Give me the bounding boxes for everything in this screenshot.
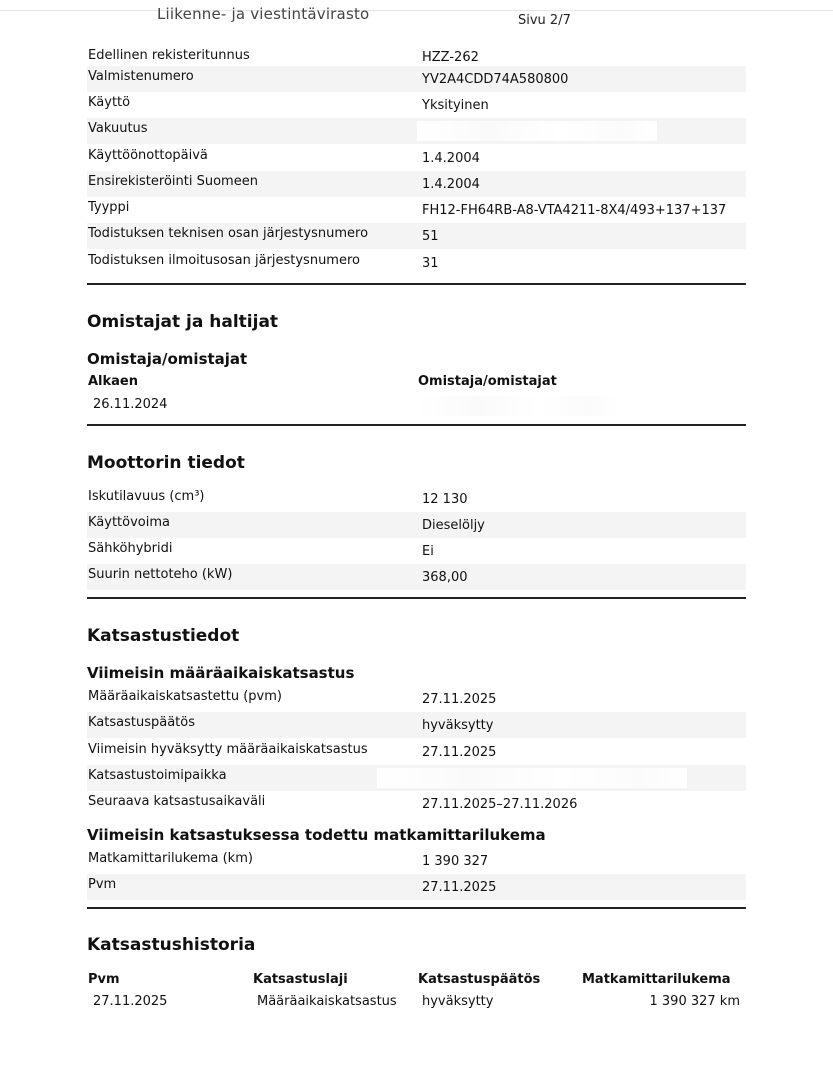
page-top-border xyxy=(0,10,833,11)
row-label: Katsastustoimipaikka xyxy=(88,768,227,783)
row-value: Yksityinen xyxy=(422,98,489,113)
row-label: Sähköhybridi xyxy=(88,541,173,556)
row-label: Käyttövoima xyxy=(88,515,170,530)
row-value: 368,00 xyxy=(422,570,468,585)
row-value: Dieselöljy xyxy=(422,518,485,533)
info-row xyxy=(87,145,746,171)
section-title-engine: Moottorin tiedot xyxy=(87,453,245,473)
redacted-area xyxy=(377,768,687,788)
section-title-history: Katsastushistoria xyxy=(87,935,256,955)
section-title-owners: Omistajat ja haltijat xyxy=(87,312,279,332)
row-label: Suurin nettoteho (kW) xyxy=(88,567,233,582)
row-value: FH12-FH64RB-A8-VTA4211-8X4/493+137+137 xyxy=(422,203,727,218)
row-label: Iskutilavuus (cm³) xyxy=(88,489,205,504)
section-divider xyxy=(87,424,746,426)
row-label: Tyyppi xyxy=(88,200,130,215)
history-type: Määräaikaiskatsastus xyxy=(257,994,397,1009)
row-label: Määräaikaiskatsastettu (pvm) xyxy=(88,689,282,704)
row-value: 1.4.2004 xyxy=(422,177,480,192)
info-row xyxy=(87,250,746,276)
section-divider xyxy=(87,907,746,909)
info-row xyxy=(87,712,746,738)
info-row xyxy=(87,92,746,118)
row-value: hyväksytty xyxy=(422,718,494,733)
row-value: 12 130 xyxy=(422,492,468,507)
owner-from-date: 26.11.2024 xyxy=(93,397,168,412)
row-value: HZZ-262 xyxy=(422,50,479,65)
row-value: 31 xyxy=(422,256,439,271)
row-label: Katsastuspäätös xyxy=(88,715,195,730)
agency-name: Liikenne- ja viestintävirasto xyxy=(157,5,370,23)
page-number: Sivu 2/7 xyxy=(518,13,571,28)
row-label: Seuraava katsastusaikaväli xyxy=(88,794,266,809)
column-header-type: Katsastuslaji xyxy=(253,972,348,987)
section-title-inspection: Katsastustiedot xyxy=(87,626,240,646)
row-value: 27.11.2025 xyxy=(422,880,497,895)
info-row xyxy=(87,564,746,590)
row-label: Käyttö xyxy=(88,95,131,110)
info-row xyxy=(87,848,746,874)
row-value: 1.4.2004 xyxy=(422,151,480,166)
info-row xyxy=(87,486,746,512)
column-header-from: Alkaen xyxy=(88,374,139,389)
row-value: 51 xyxy=(422,229,439,244)
info-row xyxy=(87,171,746,197)
info-row xyxy=(87,538,746,564)
row-label: Valmistenumero xyxy=(88,69,194,84)
row-label: Vakuutus xyxy=(88,121,148,136)
info-row xyxy=(87,874,746,900)
column-header-result: Katsastuspäätös xyxy=(418,972,541,987)
row-value: Ei xyxy=(422,544,434,559)
row-value: YV2A4CDD74A580800 xyxy=(422,72,569,87)
subsection-title-latest-inspection: Viimeisin määräaikaiskatsastus xyxy=(87,664,355,682)
row-value: 27.11.2025–27.11.2026 xyxy=(422,797,578,812)
info-row xyxy=(87,686,746,712)
column-header-date: Pvm xyxy=(88,972,120,987)
redacted-area xyxy=(418,396,618,416)
section-divider xyxy=(87,597,746,599)
section-divider xyxy=(87,283,746,285)
row-label: Ensirekisteröinti Suomeen xyxy=(88,174,258,189)
row-value: 27.11.2025 xyxy=(422,745,497,760)
subsection-title-owners: Omistaja/omistajat xyxy=(87,350,248,368)
redacted-area xyxy=(417,121,657,141)
row-label: Matkamittarilukema (km) xyxy=(88,851,253,866)
row-label: Edellinen rekisteritunnus xyxy=(88,48,250,63)
info-row xyxy=(87,118,746,144)
info-row xyxy=(87,223,746,249)
row-label: Todistuksen ilmoitusosan järjestysnumero xyxy=(88,253,360,268)
history-result: hyväksytty xyxy=(422,994,494,1009)
row-value: 1 390 327 xyxy=(422,854,489,869)
row-value: 27.11.2025 xyxy=(422,692,497,707)
row-label: Pvm xyxy=(88,877,117,892)
column-header-odometer: Matkamittarilukema xyxy=(582,972,731,987)
info-row xyxy=(87,791,746,817)
info-row xyxy=(87,197,746,223)
row-label: Viimeisin hyväksytty määräaikaiskatsastus xyxy=(88,742,368,757)
info-row xyxy=(87,765,746,791)
row-label: Todistuksen teknisen osan järjestysnumero xyxy=(88,226,369,241)
subsection-title-odometer: Viimeisin katsastuksessa todettu matkamittarilukema xyxy=(87,826,546,844)
info-row xyxy=(87,66,746,92)
info-row xyxy=(87,739,746,765)
history-odometer: 1 390 327 km xyxy=(649,994,740,1009)
info-row xyxy=(87,512,746,538)
row-label: Käyttöönottopäivä xyxy=(88,148,208,163)
column-header-owner: Omistaja/omistajat xyxy=(418,374,557,389)
history-date: 27.11.2025 xyxy=(93,994,168,1009)
